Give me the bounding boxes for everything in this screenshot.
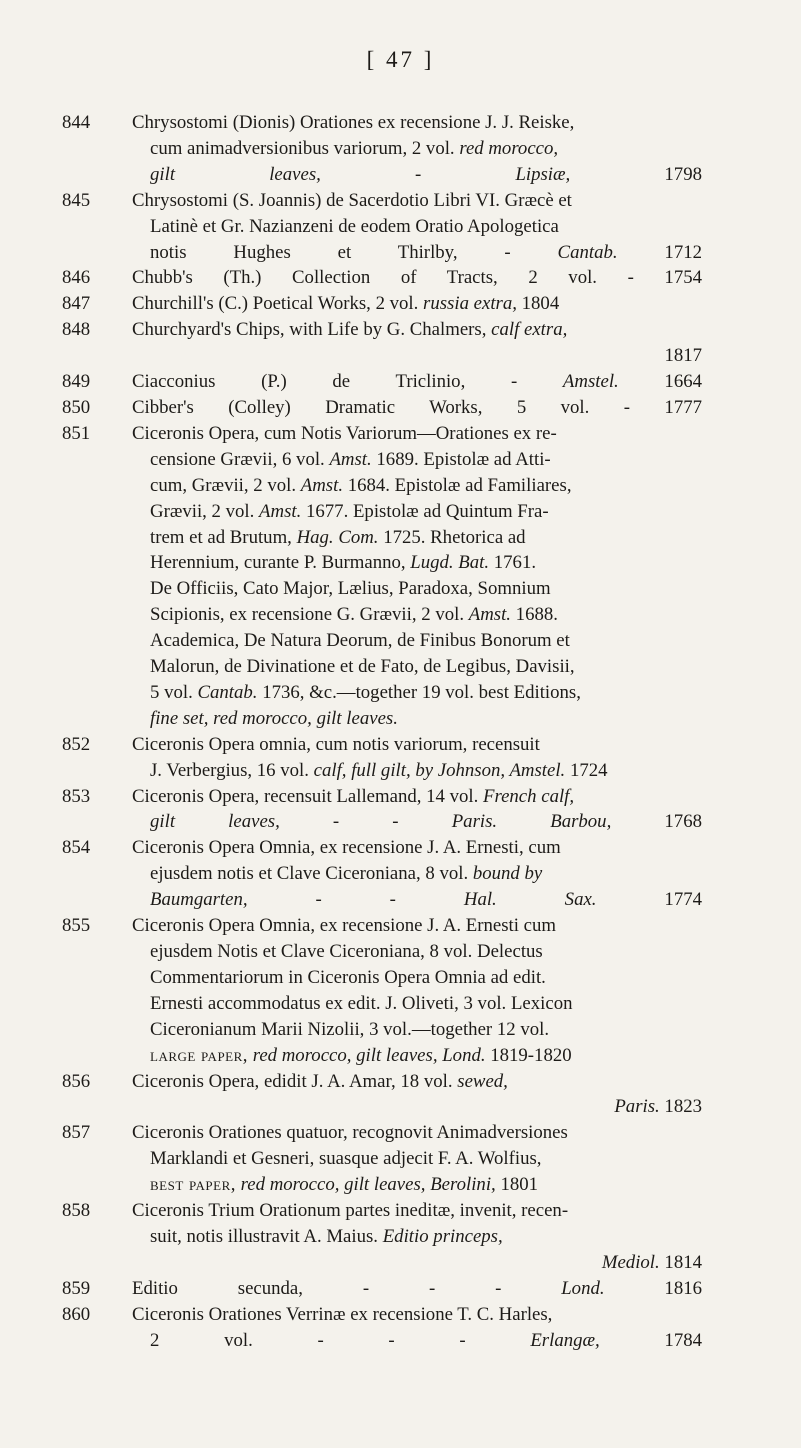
entry-line: Ciceronis Opera Omnia, ex recensione J. A. Ernesti cum <box>132 915 557 937</box>
catalogue-entry <box>62 732 702 784</box>
entry-number: 848 <box>62 319 91 341</box>
entry-line: De Officiis, Cato Major, Lælius, Paradoxa, Somnium <box>150 578 551 600</box>
entry-line: Grævii, 2 vol. Amst. 1677. Epistolæ ad Quintum Fra- <box>150 500 549 522</box>
entry-line: gilt leaves, - Lipsiæ, 1798 <box>150 163 702 185</box>
entry-line: Ciceronis Opera Omnia, ex recensione J. A. Ernesti, cum <box>132 837 561 859</box>
entry-number: 844 <box>62 112 91 133</box>
page-number: [ 47 ] <box>366 47 435 72</box>
entry-line: ejusdem notis et Clave Ciceroniana, 8 vol. bound by <box>150 863 543 885</box>
catalogue-entry <box>62 265 702 291</box>
entry-line: Chrysostomi (Dionis) Orationes ex recensione J. J. Reiske, <box>132 112 575 133</box>
catalogue-entry <box>62 913 702 1068</box>
entry-line: Chrysostomi (S. Joannis) de Sacerdotio Libri VI. Græcè et <box>132 189 572 211</box>
entry-line: Ernesti accommodatus ex edit. J. Oliveti, 3 vol. Lexicon <box>150 992 573 1014</box>
catalogue-entry <box>62 369 702 395</box>
entry-line: Ciceronis Orationes quatuor, recognovit Animadversiones <box>132 1122 568 1144</box>
entry-line: cum, Grævii, 2 vol. Amst. 1684. Epistolæ ad Familiares, <box>150 474 572 496</box>
entry-number: 849 <box>62 371 91 393</box>
entry-line: cum animadversionibus variorum, 2 vol. red morocco, <box>150 137 559 159</box>
entry-line: Academica, De Natura Deorum, de Finibus Bonorum et <box>150 630 570 652</box>
catalogue-entry <box>62 291 702 317</box>
entry-line: ejusdem Notis et Clave Ciceroniana, 8 vol. Delectus <box>150 941 543 962</box>
entry-line: J. Verbergius, 16 vol. calf, full gilt, by Johnson, Amstel. 1724 <box>150 759 608 781</box>
entry-line: Editio secunda, - - - Lond. 1816 <box>132 1277 702 1299</box>
entry-line: Commentariorum in Ciceronis Opera Omnia ad edit. <box>150 966 546 988</box>
entry-line: large paper, red morocco, gilt leaves, Lond. 1819-1820 <box>150 1044 572 1066</box>
entry-line: Ciceronis Opera, recensuit Lallemand, 14 vol. French calf, <box>132 785 575 807</box>
entry-line: Paris. 1823 <box>614 1096 702 1118</box>
entry-line: Latinè et Gr. Nazianzeni de eodem Oratio Apologetica <box>150 215 559 237</box>
catalogue-entry <box>62 1276 702 1302</box>
entry-line: Ciceronis Opera, edidit J. A. Amar, 18 vol. sewed, <box>132 1070 508 1092</box>
catalogue-entry <box>62 317 702 369</box>
entry-line: Churchyard's Chips, with Life by G. Chalmers, calf extra, <box>132 319 568 341</box>
catalogue-entry <box>62 110 702 188</box>
entry-line: Ciacconius (P.) de Triclinio, - Amstel. 1664 <box>132 371 702 393</box>
entry-number: 852 <box>62 733 91 755</box>
entry-line: Malorun, de Divinatione et de Fato, de Legibus, Davisii, <box>150 656 575 678</box>
entry-number: 853 <box>62 785 91 807</box>
entry-line: Chubb's (Th.) Collection of Tracts, 2 vol. - 1754 <box>132 267 702 289</box>
entry-line: censione Grævii, 6 vol. Amst. 1689. Epistolæ ad Atti- <box>150 448 551 470</box>
catalogue-entry <box>62 188 702 266</box>
entry-number: 858 <box>62 1200 91 1222</box>
entry-number: 859 <box>62 1277 91 1299</box>
entry-line: gilt leaves, - - Paris. Barbou, 1768 <box>150 811 702 833</box>
catalogue-entry <box>62 1120 702 1198</box>
entry-line: Cibber's (Colley) Dramatic Works, 5 vol. - 1777 <box>132 396 702 418</box>
entry-line: trem et ad Brutum, Hag. Com. 1725. Rhetorica ad <box>150 526 526 548</box>
entry-line: 2 vol. - - - Erlangæ, 1784 <box>150 1329 702 1351</box>
entry-line: best paper, red morocco, gilt leaves, Berolini, 1801 <box>150 1174 539 1196</box>
entry-line: Ciceronianum Marii Nizolii, 3 vol.—together 12 vol. <box>150 1018 550 1040</box>
entry-line: Marklandi et Gesneri, suasque adjecit F. A. Wolfius, <box>150 1148 542 1170</box>
entry-number: 857 <box>62 1122 91 1144</box>
entry-line: Scipionis, ex recensione G. Grævii, 2 vol. Amst. 1688. <box>150 604 558 626</box>
entry-line: Ciceronis Opera omnia, cum notis variorum, recensuit <box>132 733 540 755</box>
catalogue-entry <box>62 1198 702 1276</box>
entry-line: notis Hughes et Thirlby, - Cantab. 1712 <box>150 241 702 263</box>
entry-number: 856 <box>62 1070 91 1092</box>
entry-number: 851 <box>62 422 91 444</box>
entry-line: Ciceronis Opera, cum Notis Variorum—Orationes ex re- <box>132 422 557 444</box>
entry-number: 845 <box>62 189 91 211</box>
entry-line: Ciceronis Orationes Verrinæ ex recensione T. C. Harles, <box>132 1303 553 1325</box>
catalogue-entry <box>62 421 702 732</box>
entry-line: Baumgarten, - - Hal. Sax. 1774 <box>150 889 702 911</box>
entry-number: 847 <box>62 293 91 315</box>
entry-line: suit, notis illustravit A. Maius. Editio princeps, <box>150 1225 503 1247</box>
catalogue-entry <box>62 1069 702 1121</box>
catalogue-entry <box>62 395 702 421</box>
entry-number: 860 <box>62 1303 91 1325</box>
catalogue-entry <box>62 784 702 836</box>
entry-line: 5 vol. Cantab. 1736, &c.—together 19 vol. best Editions, <box>150 681 581 703</box>
entry-number: 850 <box>62 396 91 418</box>
entry-line: Churchill's (C.) Poetical Works, 2 vol. russia extra, 1804 <box>132 293 560 315</box>
catalogue-entry <box>62 1302 702 1354</box>
entry-number: 846 <box>62 267 91 289</box>
entry-number: 855 <box>62 915 91 937</box>
entry-line: 1817 <box>664 345 702 367</box>
entry-number: 854 <box>62 837 91 859</box>
entry-line: Herennium, curante P. Burmanno, Lugd. Bat. 1761. <box>150 552 537 574</box>
entry-line: fine set, red morocco, gilt leaves. <box>150 707 398 729</box>
catalogue-entry <box>62 835 702 913</box>
entry-line: Ciceronis Trium Orationum partes ineditæ, invenit, recen- <box>132 1200 569 1222</box>
catalogue-entries <box>62 110 702 1354</box>
entry-line: Mediol. 1814 <box>601 1251 702 1273</box>
